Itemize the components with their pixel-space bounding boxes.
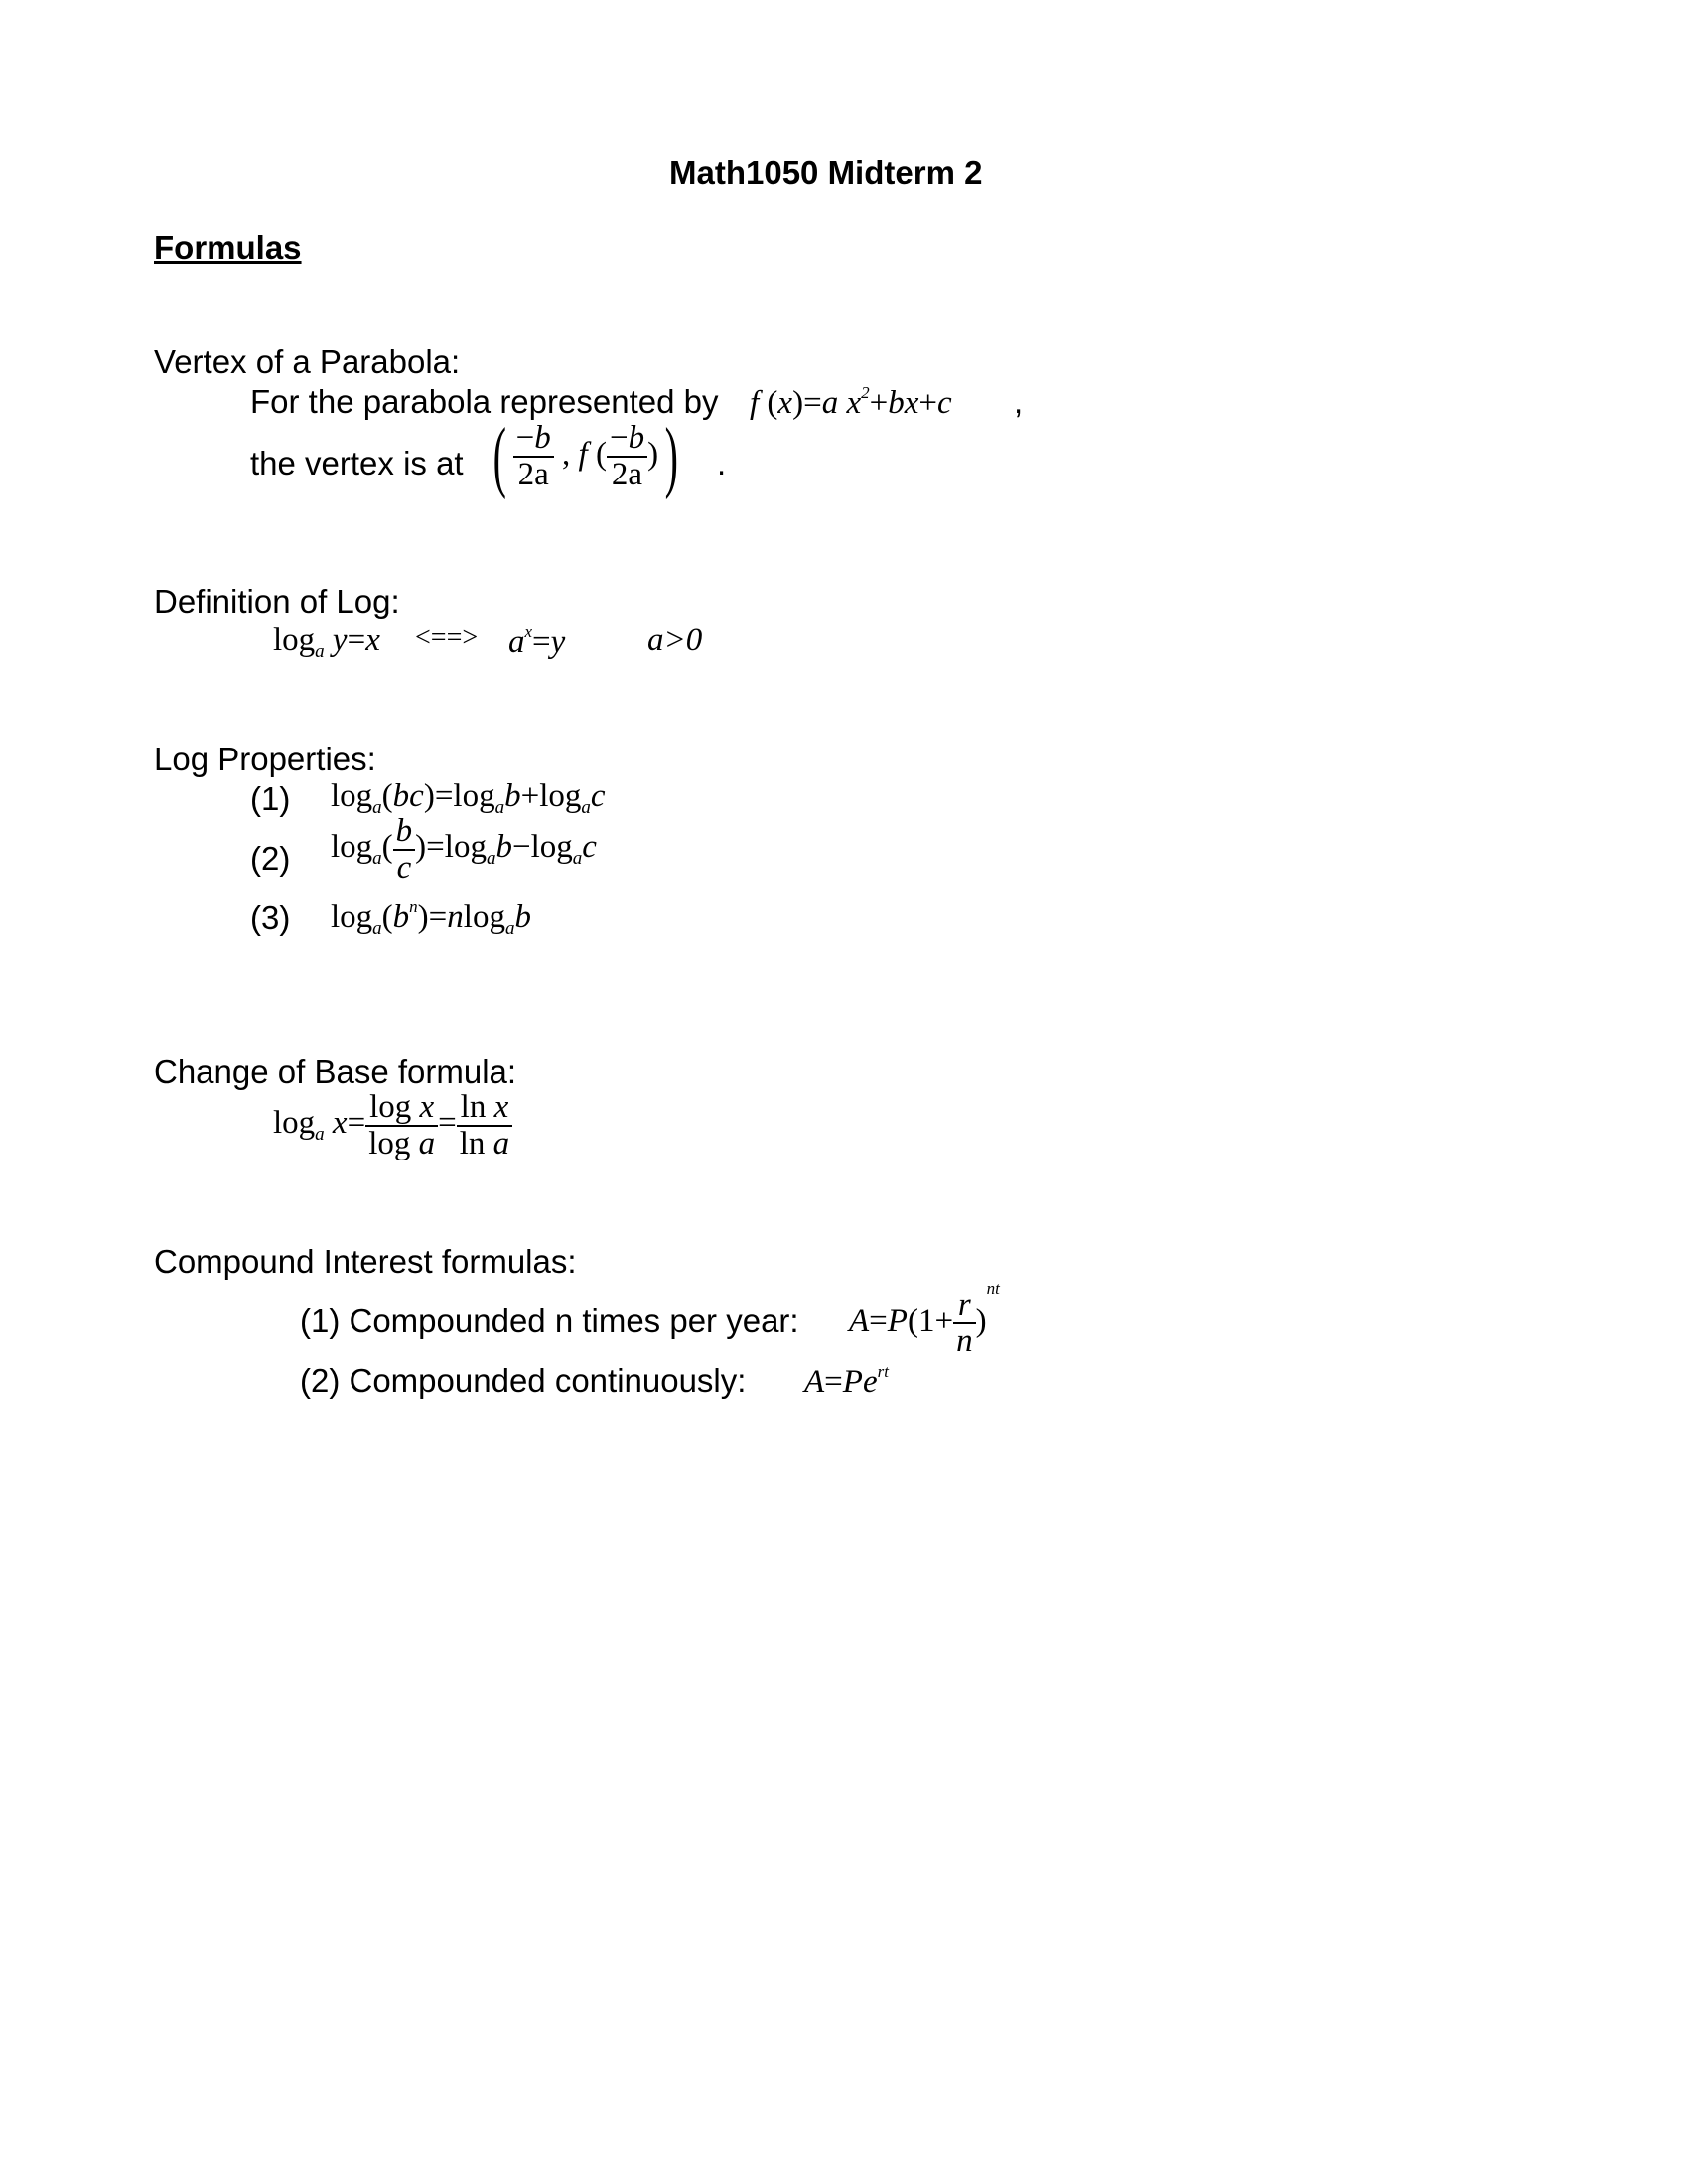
log-prop-formula-2: $\log_a$( $\frac{b}{c}$ )$=\log_ab-\log_ac$ — [331, 813, 597, 886]
log-prop-number-2: (2) — [250, 840, 291, 877]
compound-formula-1: A=P(1+ $\frac{r}{n}$ )$^{nt}$ — [849, 1279, 1000, 1360]
vertex-line1-comma: , — [1014, 383, 1024, 420]
compound-item-2: (2) Compounded continuously: — [300, 1362, 747, 1399]
compound-item-1: (1) Compounded n times per year: — [300, 1302, 799, 1339]
vertex-label: Vertex of a Parabola: — [154, 343, 461, 380]
log-prop-number-1: (1) — [250, 780, 291, 817]
vertex-line2: the vertex is at — [250, 445, 464, 481]
vertex-formula: ( $\frac{-b}{2a}$ , f ( $\frac{-b}{2a}$ )) — [492, 413, 679, 500]
log-def-formula: $\log_a y=x$ — [273, 622, 380, 662]
compound-formula-2: $A=Pe^{rt}$ — [804, 1362, 889, 1400]
section-heading: Formulas — [154, 229, 302, 266]
log-prop-formula-3: $\log_a(b^n)=nlog_ab$ — [331, 897, 531, 939]
log-prop-number-3: (3) — [250, 899, 291, 936]
page-title: Math1050 Midterm 2 — [669, 154, 983, 191]
compound-label: Compound Interest formulas: — [154, 1243, 577, 1280]
vertex-line1: For the parabola represented by — [250, 383, 719, 420]
log-def-arrow: <==> — [415, 622, 479, 653]
vertex-line2-period: . — [717, 445, 727, 481]
change-base-formula: $\log_a x=$ $\frac{\text{log x}}{\text{log a}}$ = $\frac{\text{ln x}}{\text{ln a}}$ — [273, 1090, 512, 1160]
log-props-label: Log Properties: — [154, 741, 376, 777]
log-def-exp: $a^x=y$ — [508, 622, 566, 660]
log-def-condition: a>0 — [647, 622, 703, 658]
change-base-label: Change of Base formula: — [154, 1053, 517, 1090]
log-prop-formula-1: $\log_a(bc)=\log_ab+\log_ac$ — [331, 778, 606, 818]
log-def-label: Definition of Log: — [154, 583, 400, 619]
parabola-formula: f (x)=a $x^2+bx+c$ — [750, 383, 952, 421]
